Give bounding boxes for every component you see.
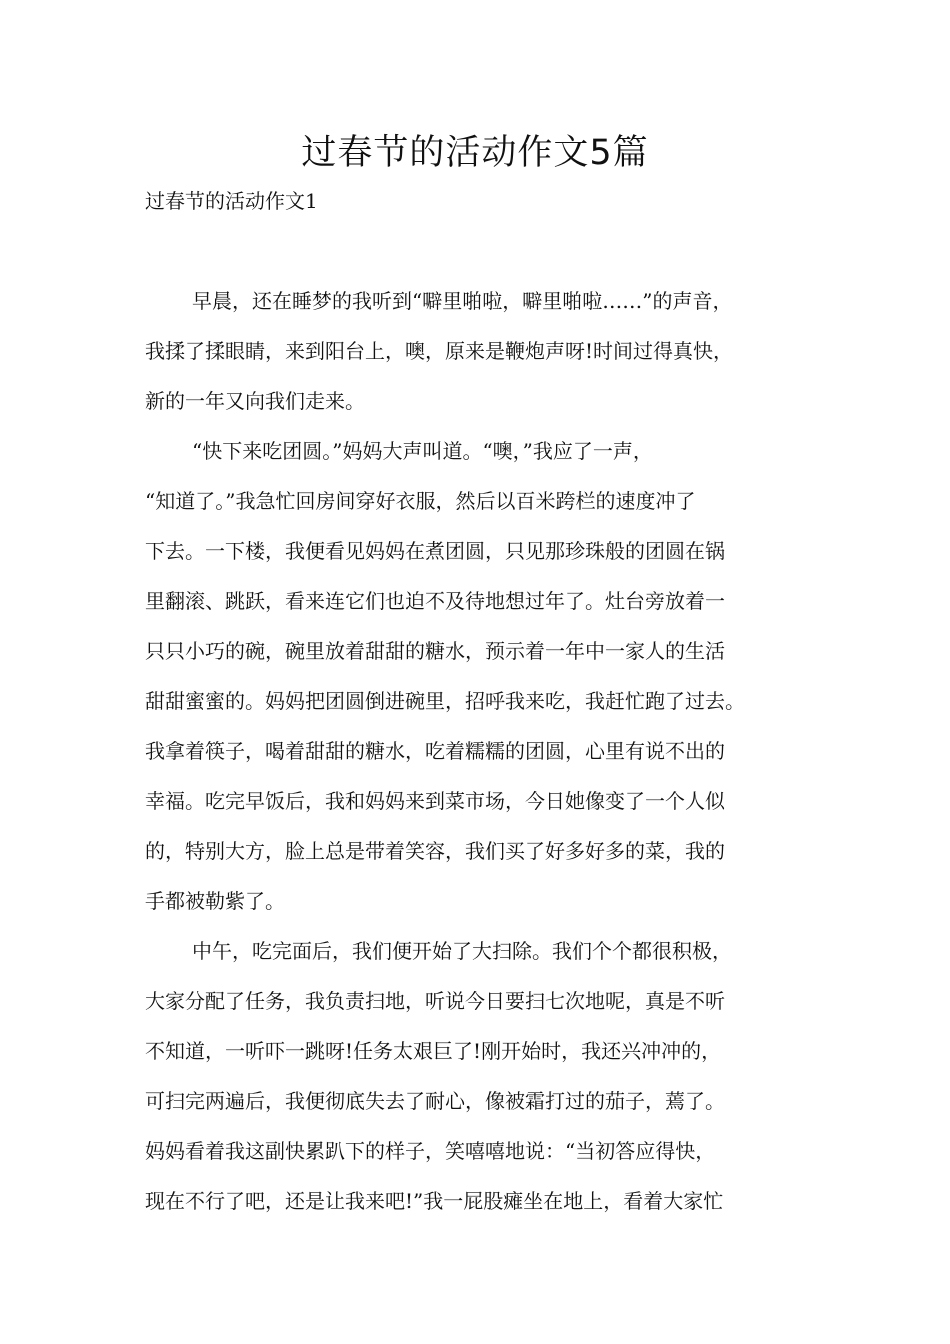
paragraph-line: 我揉了揉眼睛，来到阳台上，噢，原来是鞭炮声呀!时间过得真快，	[145, 339, 734, 363]
paragraph-line: 的，特别大方，脸上总是带着笑容，我们买了好多好多的菜，我的	[145, 839, 725, 863]
paragraph-line: 现在不行了吧，还是让我来吧!”我一屁股瘫坐在地上，看着大家忙	[145, 1189, 724, 1213]
paragraph-line: 可扫完两遍后，我便彻底失去了耐心，像被霜打过的茄子，蔫了。	[145, 1089, 725, 1113]
paragraph-line: 大家分配了任务，我负责扫地，听说今日要扫七次地呢，真是不听	[145, 989, 725, 1013]
paragraph-line: 中午，吃完面后，我们便开始了大扫除。我们个个都很积极，	[192, 939, 732, 963]
paragraph-line: 早晨，还在睡梦的我听到“噼里啪啦，噼里啪啦……”的声音，	[192, 289, 733, 313]
paragraph-line: 我拿着筷子，喝着甜甜的糖水，吃着糯糯的团圆，心里有说不出的	[145, 739, 725, 763]
paragraph-line: 幸福。吃完早饭后，我和妈妈来到菜市场，今日她像变了一个人似	[145, 789, 725, 813]
paragraph-line: “快下来吃团圆。”妈妈大声叫道。“噢，”我应了一声，	[192, 439, 653, 463]
document-title: 过春节的活动作文5篇	[301, 133, 649, 173]
paragraph-line: 不知道，一听吓一跳呀!任务太艰巨了!刚开始时，我还兴冲冲的，	[145, 1039, 722, 1063]
paragraph-line: 里翻滚、跳跃，看来连它们也迫不及待地想过年了。灶台旁放着一	[145, 589, 725, 613]
paragraph-line: 手都被勒紫了。	[145, 889, 285, 913]
paragraph-line: 妈妈看着我这副快累趴下的样子，笑嘻嘻地说：“当初答应得快，	[145, 1139, 716, 1163]
paragraph-line: 只只小巧的碗，碗里放着甜甜的糖水，预示着一年中一家人的生活	[145, 639, 725, 663]
paragraph-line: 新的一年又向我们走来。	[145, 389, 365, 413]
paragraph-line: 甜甜蜜蜜的。妈妈把团圆倒进碗里，招呼我来吃，我赶忙跑了过去。	[145, 689, 745, 713]
paragraph-line: 下去。一下楼，我便看见妈妈在煮团圆，只见那珍珠般的团圆在锅	[145, 539, 725, 563]
paragraph-line: “知道了。”我急忙回房间穿好衣服，然后以百米跨栏的速度冲了	[145, 489, 696, 513]
essay-subheading: 过春节的活动作文1	[145, 189, 318, 213]
